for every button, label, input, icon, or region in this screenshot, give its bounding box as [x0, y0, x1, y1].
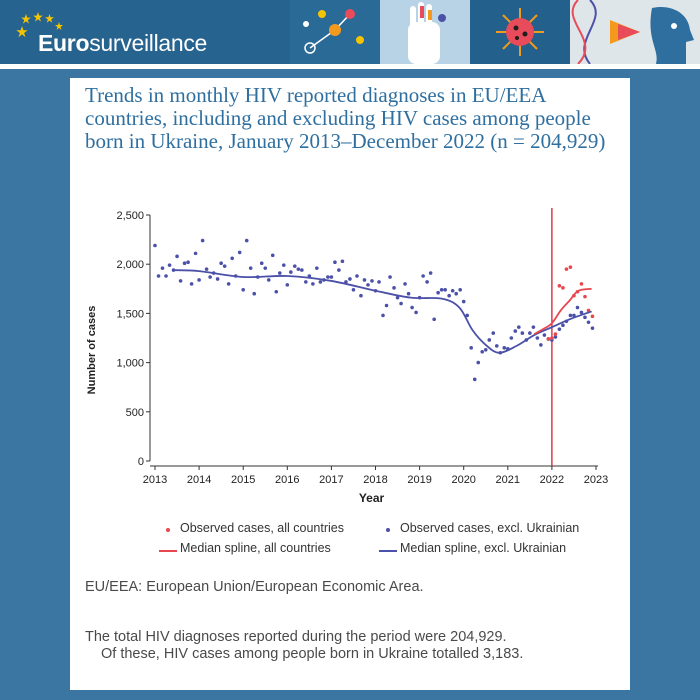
point-observed-all — [580, 282, 584, 286]
point-observed-excl — [260, 261, 264, 265]
point-observed-excl — [315, 266, 319, 270]
point-observed-excl — [297, 267, 301, 271]
x-tick-label: 2016 — [275, 474, 300, 486]
legend-label: Observed cases, all countries — [180, 521, 344, 535]
point-observed-excl — [392, 286, 396, 290]
point-observed-excl — [407, 292, 411, 296]
point-observed-excl — [271, 254, 275, 258]
abbreviation-note: EU/EEA: European Union/European Economic Area. — [85, 579, 424, 595]
point-observed-excl — [469, 346, 473, 350]
point-observed-excl — [363, 278, 367, 282]
point-observed-excl — [388, 275, 392, 279]
legend-line-excl — [379, 550, 397, 552]
point-observed-excl — [164, 274, 168, 278]
legend-item-spline-all — [158, 541, 378, 555]
point-observed-excl — [370, 279, 374, 283]
legend-label: Observed cases, excl. Ukrainian — [400, 521, 580, 535]
point-observed-excl — [440, 288, 444, 292]
x-tick-label: 2013 — [142, 474, 168, 486]
point-observed-excl — [517, 325, 521, 329]
point-observed-excl — [536, 336, 540, 340]
point-observed-all — [558, 284, 562, 288]
point-observed-excl — [491, 331, 495, 335]
brand-logo-text: Eurosurveillance — [38, 30, 208, 56]
y-tick-label: 2,500 — [116, 210, 144, 222]
legend-dot-all — [166, 528, 170, 532]
point-observed-excl — [161, 266, 165, 270]
point-observed-excl — [153, 244, 157, 248]
point-observed-excl — [319, 280, 323, 284]
figure-panel — [70, 78, 630, 690]
point-observed-excl — [576, 306, 580, 310]
x-tick-label: 2019 — [407, 474, 432, 486]
x-tick-label: 2020 — [451, 474, 476, 486]
point-observed-excl — [355, 274, 359, 278]
x-axis-label: Year — [358, 491, 385, 505]
site-header — [0, 0, 700, 64]
y-tick-label: 2,000 — [116, 259, 144, 272]
x-tick-label: 2023 — [583, 474, 609, 486]
point-observed-excl — [480, 350, 484, 354]
point-observed-excl — [227, 282, 231, 286]
legend-line-all — [159, 550, 177, 552]
spline-line-all — [534, 289, 591, 334]
legend-item-observed-excl — [378, 521, 618, 535]
point-observed-excl — [289, 270, 293, 274]
x-tick-label: 2014 — [186, 474, 212, 486]
point-observed-excl — [366, 283, 370, 287]
point-observed-excl — [337, 268, 341, 272]
point-observed-excl — [583, 316, 587, 320]
point-observed-excl — [267, 278, 271, 282]
point-observed-excl — [194, 252, 198, 256]
point-observed-excl — [421, 274, 425, 278]
x-tick-label: 2021 — [495, 474, 521, 486]
legend-label: Median spline, excl. Ukrainian — [400, 541, 567, 555]
chart-axes — [86, 210, 608, 505]
point-observed-excl — [539, 343, 543, 347]
point-observed-excl — [183, 261, 187, 265]
point-observed-excl — [348, 277, 352, 281]
point-observed-excl — [293, 264, 297, 268]
legend-item-spline-excl — [378, 541, 618, 555]
point-observed-all — [550, 336, 554, 340]
x-tick-label: 2015 — [230, 474, 256, 486]
point-observed-excl — [443, 288, 447, 292]
point-observed-excl — [403, 282, 407, 286]
point-observed-all — [591, 315, 595, 319]
point-observed-excl — [190, 282, 194, 286]
total-note-line1: The total HIV diagnoses reported during the period were 204,929. — [85, 629, 507, 645]
point-observed-excl — [458, 288, 462, 292]
spline-line-excl — [173, 270, 592, 353]
point-observed-excl — [473, 378, 477, 382]
point-observed-excl — [476, 361, 480, 365]
point-observed-excl — [410, 306, 414, 310]
point-observed-excl — [223, 264, 227, 268]
point-observed-excl — [513, 329, 517, 333]
chart-title: Trends in monthly HIV reported diagnoses in EU/EEA countries, including and excluding HIV cases among people born in Ukraine, January 2013–December 2022 (n = 204,929) — [85, 83, 606, 153]
point-observed-excl — [569, 314, 573, 318]
point-observed-excl — [230, 256, 234, 260]
point-observed-excl — [487, 338, 491, 342]
point-observed-excl — [249, 266, 253, 270]
point-observed-excl — [399, 302, 403, 306]
point-observed-excl — [341, 259, 345, 263]
y-tick-label: 0 — [137, 456, 144, 468]
x-tick-label: 2017 — [319, 474, 344, 486]
total-note-line2: Of these, HIV cases among people born in Ukraine totalled 3,183. — [101, 646, 524, 662]
point-observed-excl — [484, 348, 488, 352]
point-observed-excl — [352, 288, 356, 292]
point-observed-excl — [425, 280, 429, 284]
point-observed-excl — [432, 318, 436, 322]
chart-legend — [158, 518, 628, 558]
total-note — [85, 629, 630, 663]
point-observed-excl — [278, 271, 282, 275]
point-observed-excl — [495, 344, 499, 348]
point-observed-excl — [263, 266, 267, 270]
point-observed-excl — [208, 275, 212, 279]
brand-area[interactable] — [0, 0, 290, 64]
point-observed-excl — [521, 331, 525, 335]
dna-head-illustration-icon — [570, 0, 700, 64]
point-observed-excl — [201, 239, 205, 243]
point-observed-excl — [591, 326, 595, 330]
chart-marks — [153, 208, 594, 466]
point-observed-excl — [528, 331, 532, 335]
point-observed-excl — [179, 279, 183, 283]
point-observed-excl — [330, 275, 334, 279]
y-tick-label: 1,500 — [116, 308, 144, 321]
point-observed-excl — [205, 267, 209, 271]
point-observed-excl — [385, 304, 389, 308]
point-observed-excl — [245, 239, 249, 243]
x-tick-label: 2018 — [363, 474, 388, 486]
point-observed-excl — [587, 320, 591, 324]
point-observed-excl — [304, 280, 308, 284]
point-observed-excl — [274, 290, 278, 294]
point-observed-excl — [252, 292, 256, 296]
point-observed-excl — [429, 271, 433, 275]
legend-dot-excl — [386, 528, 390, 532]
point-observed-all — [583, 295, 587, 299]
legend-label: Median spline, all countries — [180, 541, 331, 555]
y-tick-label: 1,000 — [116, 357, 144, 370]
point-observed-excl — [381, 314, 385, 318]
point-observed-excl — [502, 346, 506, 350]
point-observed-excl — [238, 251, 242, 255]
chart — [70, 78, 630, 518]
point-observed-excl — [414, 311, 418, 315]
point-observed-excl — [333, 260, 337, 264]
point-observed-excl — [561, 323, 565, 327]
point-observed-excl — [219, 261, 223, 265]
point-observed-excl — [543, 333, 547, 337]
point-observed-excl — [241, 288, 245, 292]
y-tick-label: 500 — [125, 406, 144, 419]
point-observed-all — [561, 286, 565, 290]
x-tick-label: 2022 — [539, 474, 565, 486]
legend-item-observed-all — [158, 521, 378, 535]
point-observed-excl — [197, 278, 201, 282]
point-observed-excl — [377, 280, 381, 284]
point-observed-all — [554, 332, 558, 336]
network-illustration-icon — [290, 0, 380, 64]
point-observed-excl — [168, 263, 172, 267]
point-observed-excl — [436, 291, 440, 295]
point-observed-excl — [451, 289, 455, 293]
virus-illustration-icon — [470, 0, 570, 64]
point-observed-all — [565, 267, 569, 271]
point-observed-excl — [175, 255, 179, 259]
point-observed-excl — [326, 275, 330, 279]
header-divider — [0, 64, 700, 69]
point-observed-excl — [558, 327, 562, 331]
point-observed-excl — [359, 294, 363, 298]
point-observed-all — [547, 337, 551, 341]
hand-illustration-icon — [380, 0, 470, 64]
point-observed-all — [569, 265, 573, 269]
point-observed-excl — [454, 292, 458, 296]
point-observed-excl — [186, 260, 190, 264]
y-axis-label: Number of cases — [86, 305, 98, 395]
point-observed-excl — [462, 300, 466, 304]
point-observed-excl — [282, 263, 286, 267]
point-observed-excl — [286, 283, 290, 287]
point-observed-excl — [157, 274, 161, 278]
point-observed-excl — [447, 294, 451, 298]
point-observed-excl — [532, 325, 536, 329]
point-observed-excl — [300, 268, 304, 272]
point-observed-excl — [311, 282, 315, 286]
point-observed-excl — [510, 336, 514, 340]
point-observed-excl — [216, 277, 220, 281]
